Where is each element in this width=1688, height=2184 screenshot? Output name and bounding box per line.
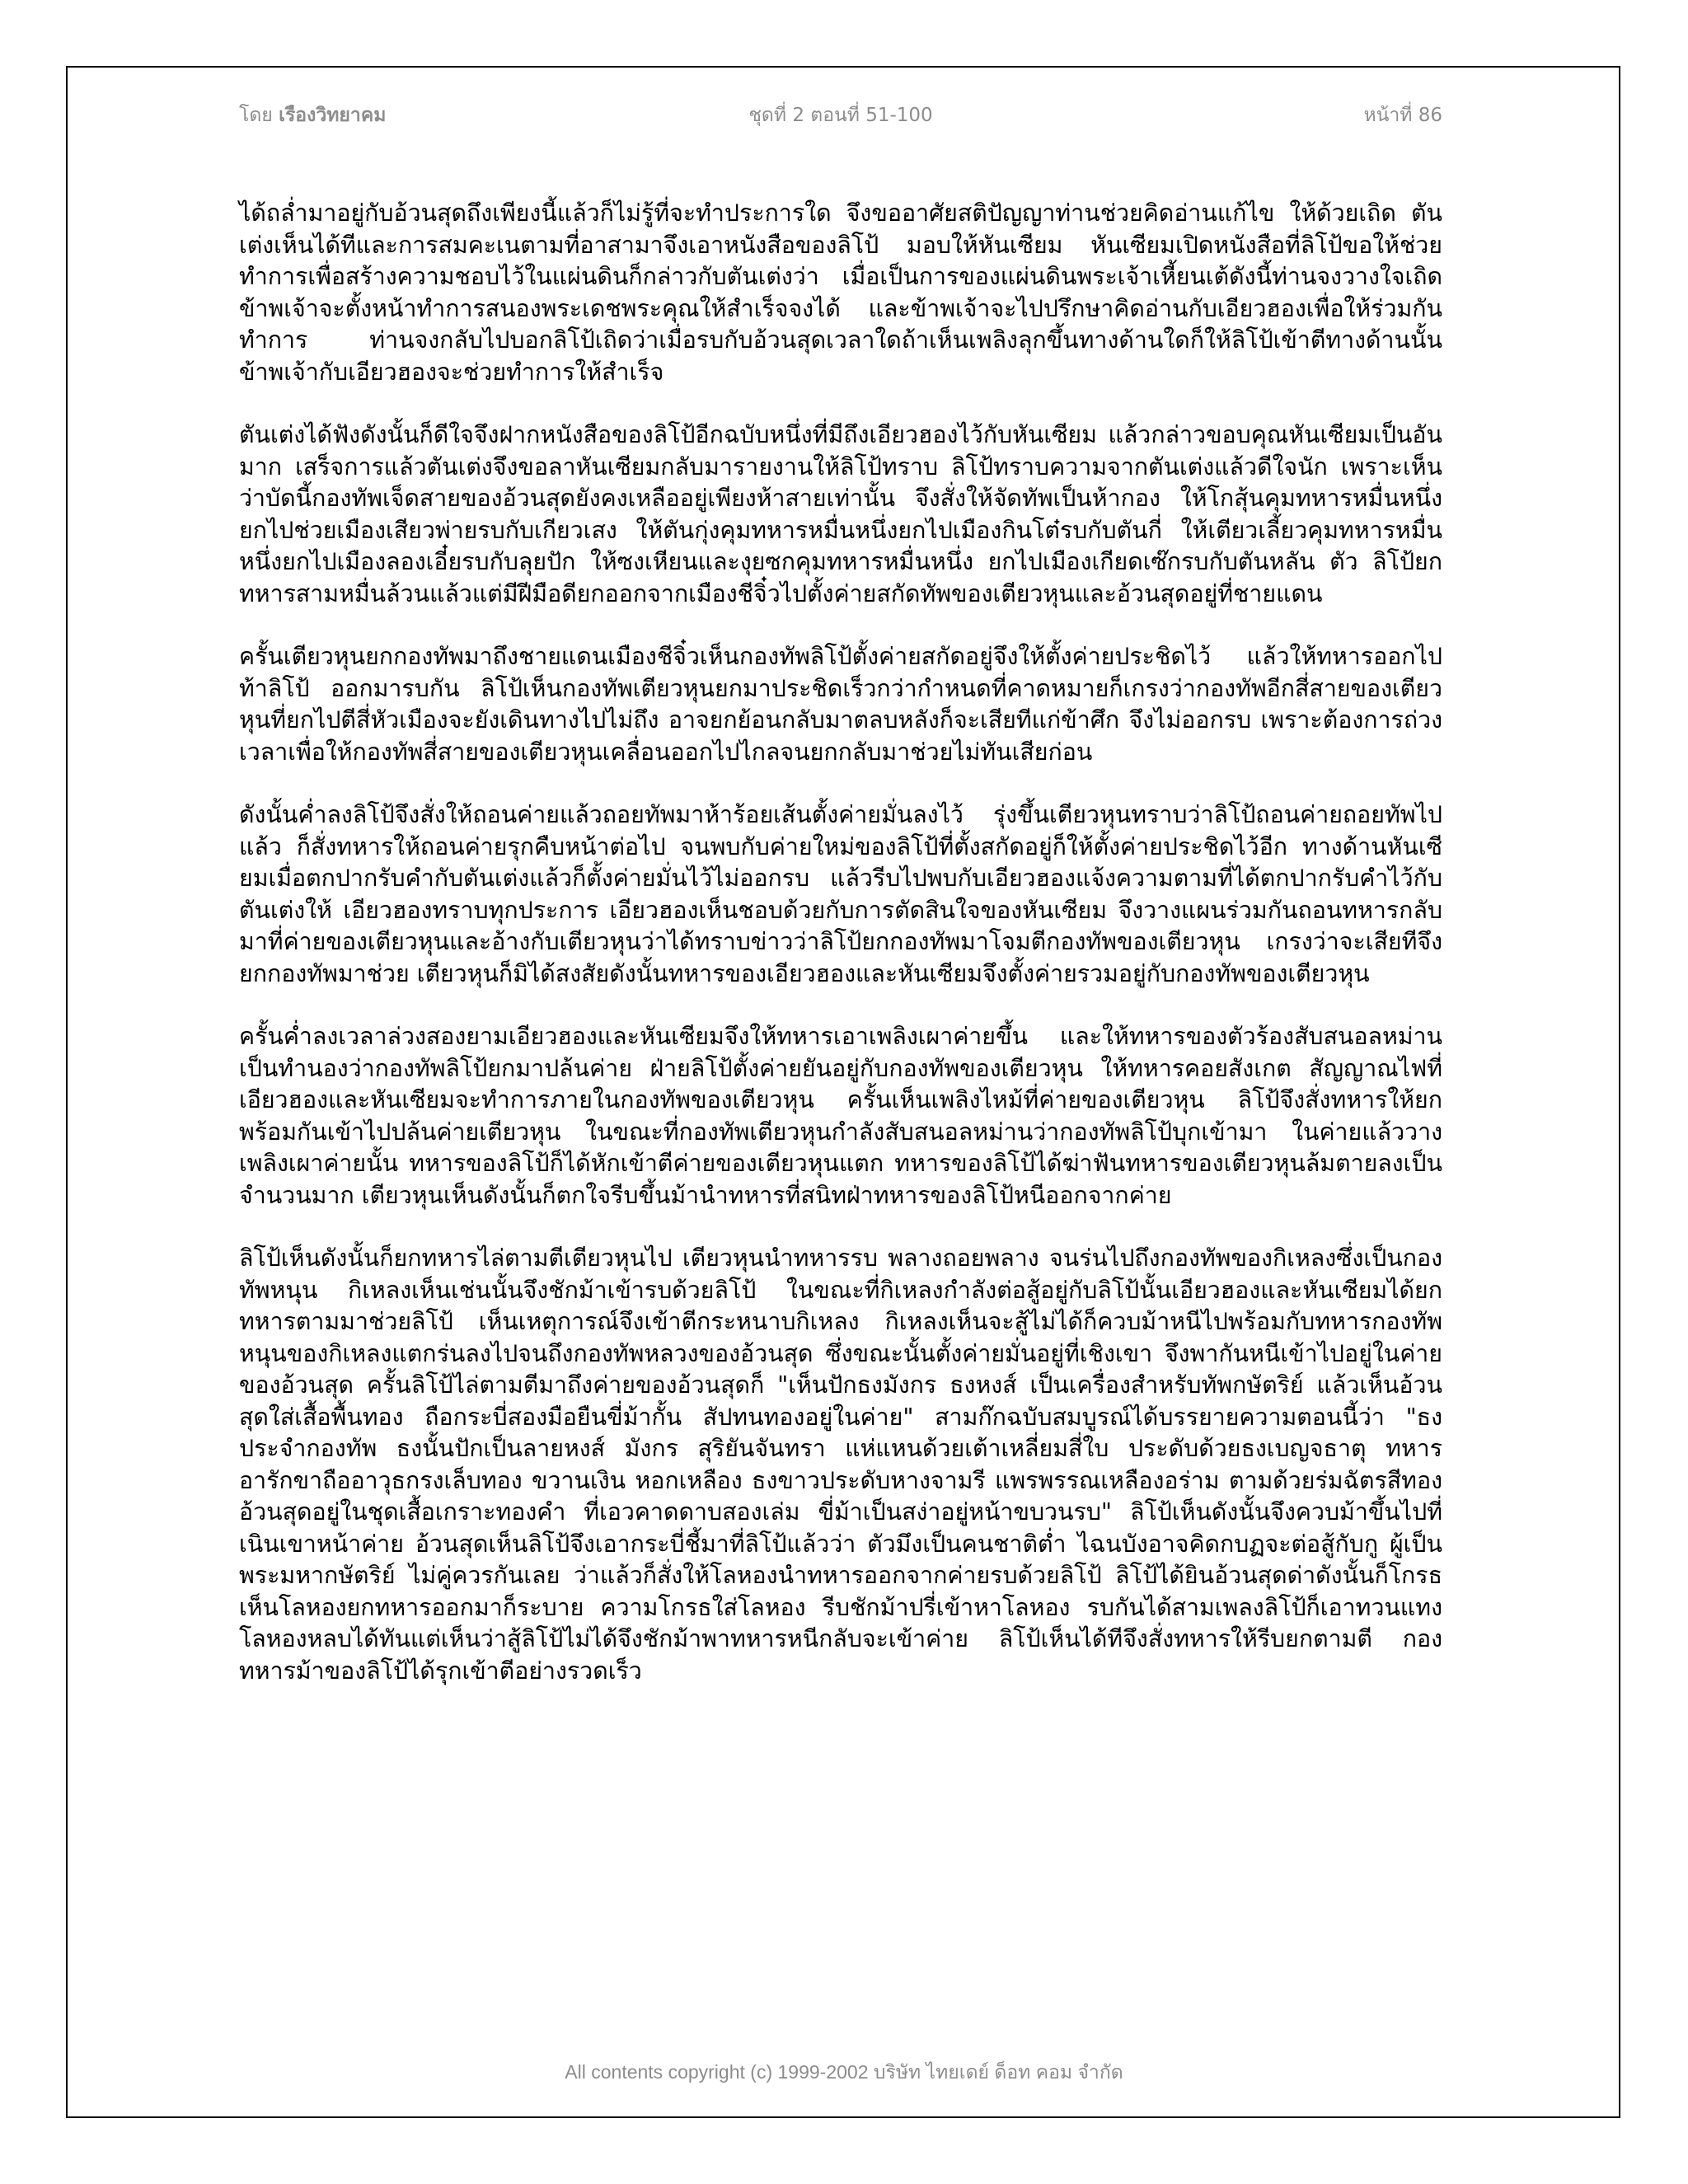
body-text [239, 198, 1442, 1718]
paragraph: ครั้นค่ำลงเวลาล่วงสองยามเอียวฮองและหันเซียมจึงให้ทหารเอาเพลิงเผาค่ายขึ้น และให้ทหารของตัวร้องสับสนอลหม่านเป็นทำนองว่ากองทัพลิโป้ยกมาปล้นค่าย ฝ่ายลิโป้ตั้งค่ายยันอยู่กับกองทัพของเตียวหุน ให้ทหารคอยสังเกต สัญญาณไฟที่เอียวฮองและหันเซียมจะทำการภายในกองทัพของเตียวหุน ครั้นเห็นเพลิงไหม้ที่ค่ายของเตียวหุน ลิโป้จึงสั่งทหารให้ยกพร้อมกันเข้าไปปล้นค่ายเตียวหุน ในขณะที่กองทัพเตียวหุนกำลังสับสนอลหม่านว่ากองทัพลิโป้บุกเข้ามา ในค่ายแล้ววางเพลิงเผาค่ายนั้น ทหารของลิโป้ก็ได้หักเข้าตีค่ายของเตียวหุนแตก ทหารของลิโป้ได้ฆ่าฟันทหารของเตียวหุนล้มตายลงเป็นจำนวนมาก เตียวหุนเห็นดังนั้นก็ตกใจรีบขึ้นม้านำทหารที่สนิทฝ่าทหารของลิโป้หนีออกจากค่าย [239, 1023, 1442, 1209]
author-name: เรืองวิทยาคม [279, 105, 387, 126]
paragraph: ดังนั้นค่ำลงลิโป้จึงสั่งให้ถอนค่ายแล้วถอยทัพมาห้าร้อยเส้นตั้งค่ายมั่นลงไว้ รุ่งขึ้นเตียวหุนทราบว่าลิโป้ถอนค่ายถอยทัพไปแล้ว ก็สั่งทหารให้ถอนค่ายรุกคืบหน้าต่อไป จนพบกับค่ายใหม่ของลิโป้ที่ตั้งสกัดอยู่ก็ให้ตั้งค่ายประชิดไว้อีก ทางด้านหันเซียมเมื่อตกปากรับคำกับตันเต่งแล้วก็ตั้งค่ายมั่นไว้ไม่ออกรบ แล้วรีบไปพบกับเอียวฮองแจ้งความตามที่ได้ตกปากรับคำไว้กับตันเต่งให้ เอียวฮองทราบทุกประการ เอียวฮองเห็นชอบด้วยกับการตัดสินใจของหันเซียม จึงวางแผนร่วมกันถอนทหารกลับมาที่ค่ายของเตียวหุนและอ้างกับเตียวหุนว่าได้ทราบข่าวว่าลิโป้ยกกองทัพมาโจมตีกองทัพของเตียวหุน เกรงว่าจะเสียทีจึงยกกองทัพมาช่วย เตียวหุนก็มิได้สงสัยดังนั้นทหารของเอียวฮองและหันเซียมจึงตั้งค่ายรวมอยู่กับกองทัพของเตียวหุน [239, 801, 1442, 987]
author-prefix: โดย [239, 105, 273, 126]
paragraph: ตันเต่งได้ฟังดังนั้นก็ดีใจจึงฝากหนังสือของลิโป้อีกฉบับหนึ่งที่มีถึงเอียวฮองไว้กับหันเซียม แล้วกล่าวขอบคุณหันเซียมเป็นอันมาก เสร็จการแล้วตันเต่งจึงขอลาหันเซียมกลับมารายงานให้ลิโป้ทราบ ลิโป้ทราบความจากตันเต่งแล้วดีใจนัก เพราะเห็นว่าบัดนี้กองทัพเจ็ดสายของอ้วนสุดยังคงเหลืออยู่เพียงห้าสายเท่านั้น จึงสั่งให้จัดทัพเป็นห้ากอง ให้โกสุ้นคุมทหารหมื่นหนึ่งยกไปช่วยเมืองเสียวพ่ายรบกับเกียวเสง ให้ตันกุ่งคุมทหารหมื่นหนึ่งยกไปเมืองกินโต๋รบกับตันกี่ ให้เตียวเลี้ยวคุมทหารหมื่นหนึ่งยกไปเมืองลองเอี๋ยรบกับลุยปัก ให้ซงเหียนและงุยซกคุมทหารหมื่นหนึ่ง ยกไปเมืองเกียดเซ๊กรบกับตันหลัน ตัว ลิโป้ยกทหารสามหมื่นล้วนแล้วแต่มีฝีมือดียกออกจากเมืองชีจิ๋วไปตั้งค่ายสกัดทัพของเตียวหุนและอ้วนสุดอยู่ที่ชายแดน [239, 421, 1442, 607]
page-header [239, 101, 1442, 134]
paragraph: ได้ถล่ำมาอยู่กับอ้วนสุดถึงเพียงนี้แล้วก็ไม่รู้ที่จะทำประการใด จึงขออาศัยสติปัญญาท่านช่วยคิดอ่านแก้ไข ให้ด้วยเถิด ตันเต่งเห็นได้ทีและการสมคะเนตามที่อาสามาจึงเอาหนังสือของลิโป้ มอบให้หันเซียม หันเซียมเปิดหนังสือที่ลิโป้ขอให้ช่วยทำการเพื่อสร้างความชอบไว้ในแผ่นดินก็กล่าวกับตันเต่งว่า เมื่อเป็นการของแผ่นดินพระเจ้าเหี้ยนเต้ดังนี้ท่านจงวางใจเถิด ข้าพเจ้าจะตั้งหน้าทำการสนองพระเดชพระคุณให้สำเร็จจงได้ และข้าพเจ้าจะไปปรึกษาคิดอ่านกับเอียวฮองเพื่อให้ร่วมกันทำการ ท่านจงกลับไปบอกลิโป้เถิดว่าเมื่อรบกับอ้วนสุดเวลาใดถ้าเห็นเพลิงลุกขึ้นทางด้านใดก็ให้ลิโป้เข้าตีทางด้านนั้น ข้าพเจ้ากับเอียวฮองจะช่วยทำการให้สำเร็จ [239, 199, 1442, 386]
page-number: หน้าที่ 86 [1363, 105, 1442, 126]
paragraph: ลิโป้เห็นดังนั้นก็ยกทหารไล่ตามตีเตียวหุนไป เตียวหุนนำทหารรบ พลางถอยพลาง จนร่นไปถึงกองทัพของกิเหลงซึ่งเป็นกองทัพหนุน กิเหลงเห็นเช่นนั้นจึงชักม้าเข้ารบด้วยลิโป้ ในขณะที่กิเหลงกำลังต่อสู้อยู่กับลิโป้นั้นเอียวฮองและหันเซียมได้ยกทหารตามมาช่วยลิโป้ เห็นเหตุการณ์จึงเข้าตีกระหนาบกิเหลง กิเหลงเห็นจะสู้ไม่ได้ก็ควบม้าหนีไปพร้อมกับทหารกองทัพหนุนของกิเหลงแตกร่นลงไปจนถึงกองทัพหลวงของอ้วนสุด ซึ่งขณะนั้นตั้งค่ายมั่นอยู่ที่เชิงเขา จึงพากันหนีเข้าไปอยู่ในค่ายของอ้วนสุด ครั้นลิโป้ไล่ตามตีมาถึงค่ายของอ้วนสุดก็ "เห็นปักธงมังกร ธงหงส์ เป็นเครื่องสำหรับทัพกษัตริย์ แล้วเห็นอ้วนสุดใส่เสื้อพื้นทอง ถือกระบี่สองมือยืนขี่ม้ากั้น สัปทนทองอยู่ในค่าย" สามก๊กฉบับสมบูรณ์ได้บรรยายความตอนนี้ว่า "ธงประจำกองทัพ ธงนั้นปักเป็นลายหงส์ มังกร สุริยันจันทรา แห่แหนด้วยเต้าเหลี่ยมสี่ใบ ประดับด้วยธงเบญจธาตุ ทหารอารักขาถืออาวุธกรงเล็บทอง ขวานเงิน หอกเหลือง ธงขาวประดับหางจามรี แพรพรรณเหลืองอร่าม ตามด้วยร่มฉัตรสีทอง อ้วนสุดอยู่ในชุดเสื้อเกราะทองคำ ที่เอวคาดดาบสองเล่ม ขี่ม้าเป็นสง่าอยู่หน้าขบวนรบ" ลิโป้เห็นดังนั้นจึงควบม้าขึ้นไปที่เนินเขาหน้าค่าย อ้วนสุดเห็นลิโป้จึงเอากระบี่ชี้มาที่ลิโป้แล้วว่า ตัวมึงเป็นคนชาติต่ำ ไฉนบังอาจคิดกบฏจะต่อสู้กับกู ผู้เป็นพระมหากษัตริย์ ไม่คู่ควรกันเลย ว่าแล้วก็สั่งให้โลหองนำทหารออกจากค่ายรบด้วยลิโป้ ลิโป้ได้ยินอ้วนสุดด่าดังนั้นก็โกรธ เห็นโลหองยกทหารออกมาก็ระบาย ความโกรธใส่โลหอง รีบชักม้าปรี่เข้าหาโลหอง รบกันได้สามเพลงลิโป้ก็เอาทวนแทง โลหองหลบได้ทันแต่เห็นว่าสู้ลิโป้ไม่ได้จึงชักม้าพาทหารหนีกลับจะเข้าค่าย ลิโป้เห็นได้ทีจึงสั่งทหารให้รีบยกตามตี กองทหารม้าของลิโป้ได้รุกเข้าตีอย่างรวดเร็ว [239, 1244, 1442, 1685]
paragraph: ครั้นเตียวหุนยกกองทัพมาถึงชายแดนเมืองชีจิ๋วเห็นกองทัพลิโป้ตั้งค่ายสกัดอยู่จึงให้ตั้งค่ายประชิดไว้ แล้วให้ทหารออกไปท้าลิโป้ ออกมารบกัน ลิโป้เห็นกองทัพเตียวหุนยกมาประชิดเร็วกว่ากำหนดที่คาดหมายก็เกรงว่ากองทัพอีกสี่สายของเตียวหุนที่ยกไปตีสี่หัวเมืองจะยังเดินทางไปไม่ถึง อาจยกย้อนกลับมาตลบหลังก็จะเสียทีแก่ข้าศึก จึงไม่ออกรบ เพราะต้องการถ่วงเวลาเพื่อให้กองทัพสี่สายของเตียวหุนเคลื่อนออกไปไกลจนยกกลับมาช่วยไม่ทันเสียก่อน [239, 643, 1442, 766]
copyright-footer: All contents copyright (c) 1999-2002 บริษัท ไทยเดย์ ด็อท คอม จำกัด [565, 2061, 1123, 2083]
series-label: ชุดที่ 2 ตอนที่ 51-100 [748, 105, 933, 126]
